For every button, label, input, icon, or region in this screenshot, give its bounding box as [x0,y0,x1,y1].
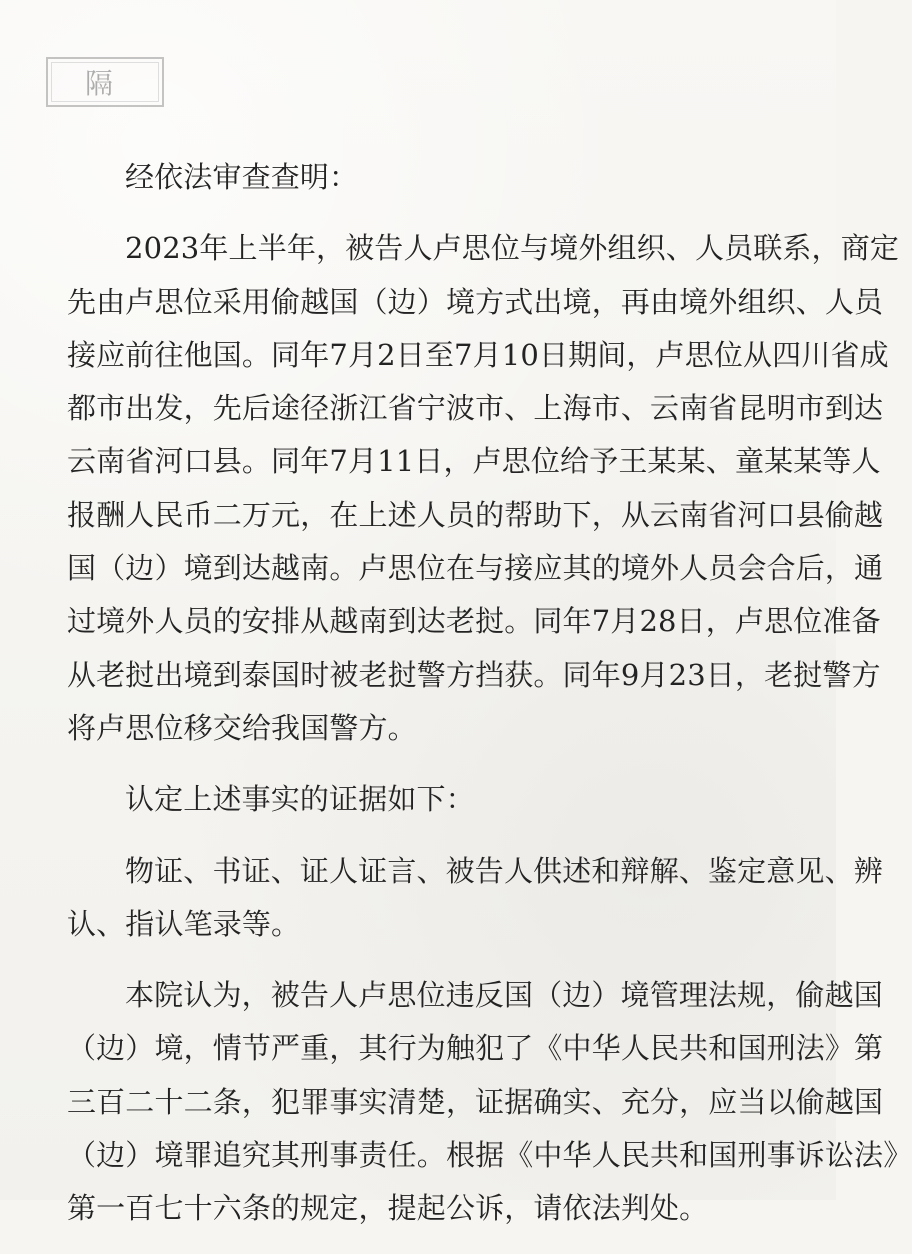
paragraph-line: 物证、书证、证人证言、被告人供述和辩解、鉴定意见、辨 [125,853,883,888]
paragraph-line: （边）境，情节严重，其行为触犯了《中华人民共和国刑法》第 [67,1031,884,1066]
paragraph-line: 认、指认笔录等。 [67,906,301,941]
paragraph-evidence-list [67,845,883,952]
stamp-text: 隔 [84,67,125,100]
paragraph-line: 三百二十二条，犯罪事实清楚，证据确实、充分，应当以偷越国 [67,1084,884,1119]
paragraph-line: 国（边）境到达越南。卢思位在与接应其的境外人员会合后，通 [67,551,884,586]
paragraph-line: 认定上述事实的证据如下： [125,782,475,817]
paragraph-line: 本院认为，被告人卢思位违反国（边）境管理法规，偷越国 [125,978,883,1013]
paragraph-line: 2023年上半年，被告人卢思位与境外组织、人员联系，商定 [125,231,900,266]
paragraph-line: 都市出发，先后途径浙江省宁波市、上海市、云南省昆明市到达 [67,391,884,426]
paragraph-finding [67,151,741,204]
paragraph-line: 报酬人民币二万元，在上述人员的帮助下，从云南省河口县偷越 [67,497,884,532]
paragraph-line: 经依法审查查明： [125,160,359,194]
paragraph-line: 先由卢思位采用偷越国（边）境方式出境，再由境外组织、人员 [67,284,884,319]
paragraph-facts [67,222,900,755]
paragraph-court-opinion [67,969,912,1235]
paragraph-line: 接应前往他国。同年7月2日至7月10日期间，卢思位从四川省成 [67,337,889,372]
paragraph-line: 过境外人员的安排从越南到达老挝。同年7月28日，卢思位准备 [67,604,881,639]
paragraph-line: （边）境罪追究其刑事责任。根据《中华人民共和国刑事诉讼法》 [67,1138,912,1173]
paragraph-line: 将卢思位移交给我国警方。 [67,710,417,745]
paragraph-evidence-heading [67,773,741,826]
paragraph-line: 从老挝出境到泰国时被老挝警方挡获。同年9月23日，老挝警方 [67,657,881,692]
stamp-box [46,57,164,107]
paragraph-line: 云南省河口县。同年7月11日，卢思位给予王某某、童某某等人 [67,444,881,479]
document-body [67,151,912,1254]
stamp-inner-border [51,62,159,102]
paragraph-line: 第一百七十六条的规定，提起公诉，请依法判处。 [67,1191,709,1226]
